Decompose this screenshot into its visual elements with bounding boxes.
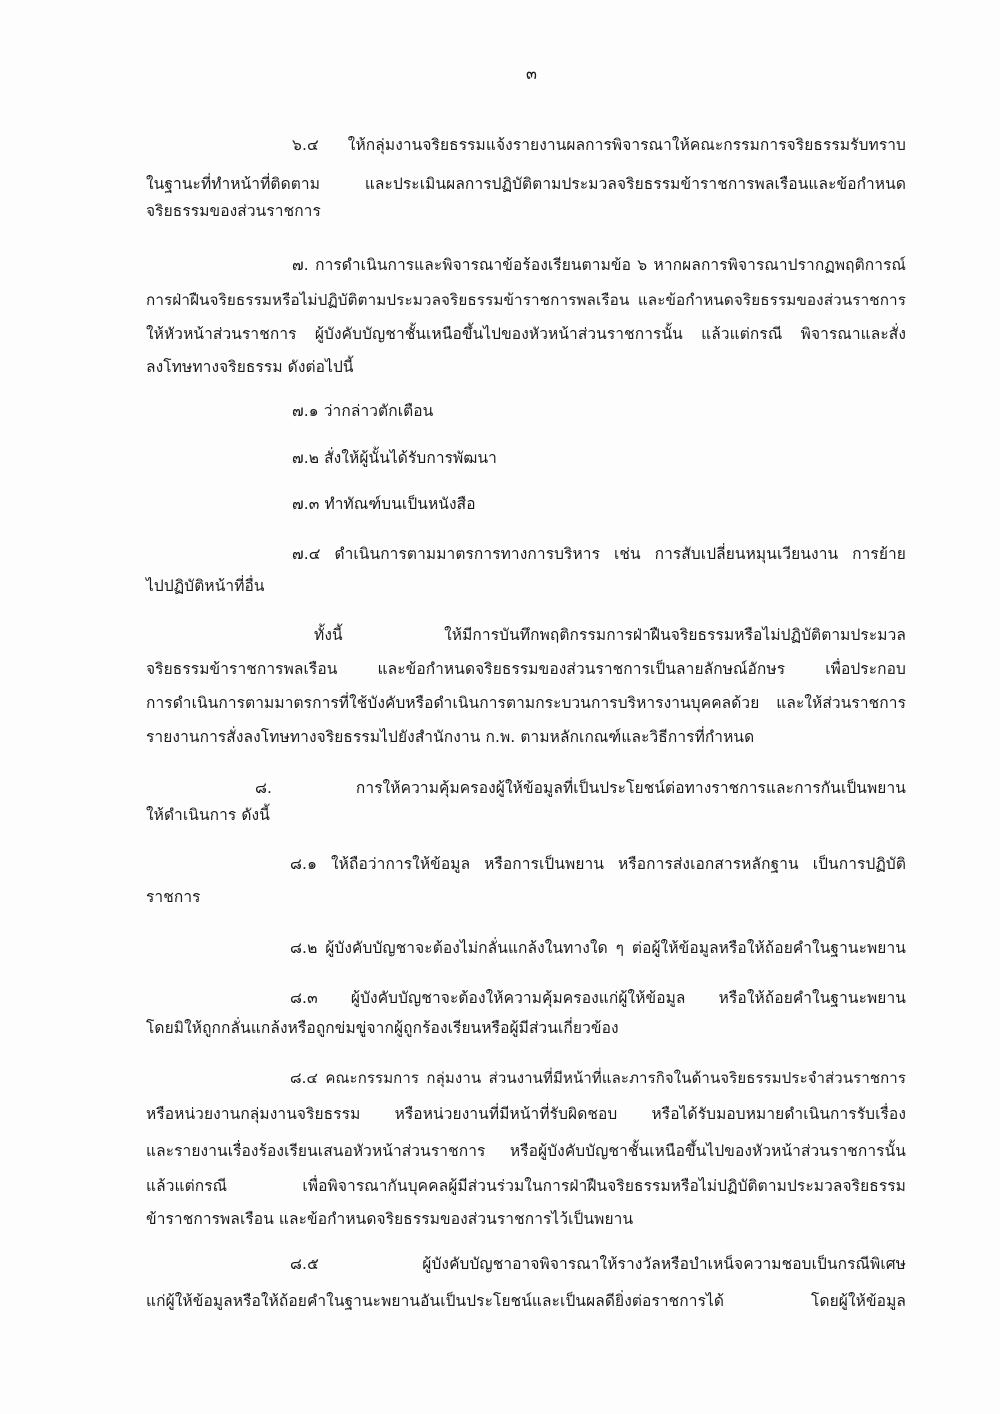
item-8-1-line-2: ราชการ [146, 888, 201, 906]
item-8-4-line-1: ๘.๔ คณะกรรมการ กลุ่มงาน ส่วนงานที่มีหน้าที่และภารกิจในด้านจริยธรรมประจำส่วนราชการ [290, 1069, 906, 1087]
para-7-line-4: ลงโทษทางจริยธรรม ดังต่อไปนี้ [146, 358, 354, 376]
item-8-3-line-2: โดยมิให้ถูกกลั่นแกล้งหรือถูกข่มขู่จากผู้ถูกร้องเรียนหรือผู้มีส่วนเกี่ยวข้อง [146, 1019, 619, 1037]
para-8-line-1: ๘. การให้ความคุ้มครองผู้ให้ข้อมูลที่เป็นประโยชน์ต่อทางราชการและการกันเป็นพยาน [255, 779, 906, 797]
item-8-4-line-2: หรือหน่วยงานกลุ่มงานจริยธรรม หรือหน่วยงานที่มีหน้าที่รับผิดชอบ หรือได้รับมอบหมายดำเนินการรับเรื่อง [146, 1105, 906, 1123]
note-line-3: การดำเนินการตามมาตรการที่ใช้บังคับหรือดำเนินการตามกระบวนการบริหารงานบุคคลด้วย และให้ส่วนราชการ [146, 694, 906, 712]
item-8-2: ๘.๒ ผู้บังคับบัญชาจะต้องไม่กลั่นแกล้งในทางใด ๆ ต่อผู้ให้ข้อมูลหรือให้ถ้อยคำในฐานะพยาน [290, 939, 906, 957]
item-7-1: ๗.๑ ว่ากล่าวตักเตือน [292, 402, 434, 420]
para-6-4-line-2: ในฐานะที่ทำหน้าที่ติดตาม และประเมินผลการปฏิบัติตามประมวลจริยธรรมข้าราชการพลเรือนและข้อกำหนด [146, 175, 906, 193]
note-line-2: จริยธรรมข้าราชการพลเรือน และข้อกำหนดจริยธรรมของส่วนราชการเป็นลายลักษณ์อักษร เพื่อประกอบ [146, 660, 906, 678]
para-7-line-2: การฝ่าฝืนจริยธรรมหรือไม่ปฏิบัติตามประมวลจริยธรรมข้าราชการพลเรือน และข้อกำหนดจริยธรรมของส่วนราชการ [146, 291, 906, 309]
item-8-5-line-2: แก่ผู้ให้ข้อมูลหรือให้ถ้อยคำในฐานะพยานอันเป็นประโยชน์และเป็นผลดียิ่งต่อราชการได้ โดยผู้ให้ข้อมูล [146, 1292, 906, 1310]
item-8-4-line-3: และรายงานเรื่องร้องเรียนเสนอหัวหน้าส่วนราชการ หรือผู้บังคับบัญชาชั้นเหนือขึ้นไปของหัวหน้าส่วนราชการนั้น [146, 1142, 906, 1160]
item-7-3: ๗.๓ ทำทัณฑ์บนเป็นหนังสือ [292, 495, 476, 513]
item-8-5-line-1: ๘.๕ ผู้บังคับบัญชาอาจพิจารณาให้รางวัลหรือบำเหน็จความชอบเป็นกรณีพิเศษ [290, 1255, 906, 1273]
item-7-4-line-2: ไปปฏิบัติหน้าที่อื่น [146, 577, 265, 595]
page-number: ๓ [526, 64, 537, 83]
item-7-2: ๗.๒ สั่งให้ผู้นั้นได้รับการพัฒนา [292, 449, 497, 467]
para-7-line-3: ให้หัวหน้าส่วนราชการ ผู้บังคับบัญชาชั้นเหนือขึ้นไปของหัวหน้าส่วนราชการนั้น แล้วแต่กรณี พิจารณาและสั่ง [146, 325, 906, 343]
note-line-1: ทั้งนี้ ให้มีการบันทึกพฤติกรรมการฝ่าฝืนจริยธรรมหรือไม่ปฏิบัติตามประมวล [314, 626, 906, 644]
para-6-4-line-1: ๖.๔ ให้กลุ่มงานจริยธรรมแจ้งรายงานผลการพิจารณาให้คณะกรรมการจริยธรรมรับทราบ [292, 136, 906, 154]
para-6-4-line-3: จริยธรรมของส่วนราชการ [146, 202, 321, 220]
item-8-4-line-5: ข้าราชการพลเรือน และข้อกำหนดจริยธรรมของส่วนราชการไว้เป็นพยาน [146, 1210, 634, 1228]
para-8-line-2: ให้ดำเนินการ ดังนี้ [146, 806, 270, 824]
note-line-4: รายงานการสั่งลงโทษทางจริยธรรมไปยังสำนักงาน ก.พ. ตามหลักเกณฑ์และวิธีการที่กำหนด [146, 728, 755, 746]
item-8-4-line-4: แล้วแต่กรณี เพื่อพิจารณากันบุคคลผู้มีส่วนร่วมในการฝ่าฝืนจริยธรรมหรือไม่ปฏิบัติตามประมวลจริยธรรม [146, 1177, 906, 1195]
item-8-3-line-1: ๘.๓ ผู้บังคับบัญชาจะต้องให้ความคุ้มครองแก่ผู้ให้ข้อมูล หรือให้ถ้อยคำในฐานะพยาน [290, 989, 906, 1007]
para-7-line-1: ๗. การดำเนินการและพิจารณาข้อร้องเรียนตามข้อ ๖ หากผลการพิจารณาปรากฏพฤติการณ์ [292, 256, 906, 274]
item-8-1-line-1: ๘.๑ ให้ถือว่าการให้ข้อมูล หรือการเป็นพยาน หรือการส่งเอกสารหลักฐาน เป็นการปฏิบัติ [290, 855, 906, 873]
item-7-4-line-1: ๗.๔ ดำเนินการตามมาตรการทางการบริหาร เช่น การสับเปลี่ยนหมุนเวียนงาน การย้าย [292, 545, 906, 563]
